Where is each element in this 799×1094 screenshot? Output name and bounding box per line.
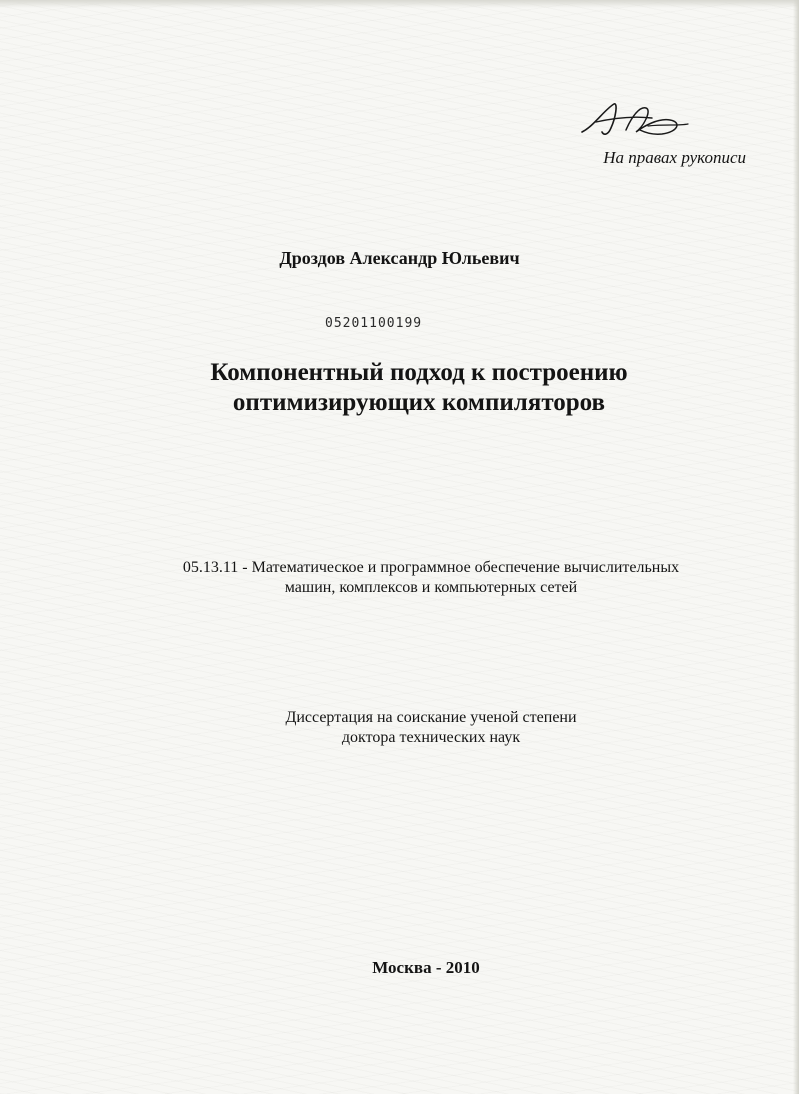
specialty-line: машин, комплексов и компьютерных сетей bbox=[284, 579, 578, 596]
scan-edge-top bbox=[0, 0, 799, 8]
author-name: Дроздов Александр Юльевич bbox=[279, 248, 520, 268]
title-line: оптимизирующих компиляторов bbox=[232, 389, 606, 416]
specialty-code bbox=[0, 558, 799, 598]
specialty-line: 05.13.11 - Математическое и программное обеспечение вычислительных bbox=[182, 559, 680, 576]
title-line: Компонентный подход к построению bbox=[210, 359, 628, 386]
handwritten-signature bbox=[574, 96, 694, 144]
city-year: Москва - 2010 bbox=[372, 958, 480, 977]
scan-edge-right bbox=[793, 0, 799, 1094]
manuscript-rights-note: На правах рукописи bbox=[603, 148, 746, 167]
dissertation-title bbox=[0, 358, 799, 418]
degree-statement bbox=[0, 708, 799, 748]
degree-line: доктора технических наук bbox=[341, 729, 521, 746]
catalog-code: 05201100199 bbox=[325, 316, 423, 331]
degree-line: Диссертация на соискание ученой степени bbox=[285, 709, 577, 726]
